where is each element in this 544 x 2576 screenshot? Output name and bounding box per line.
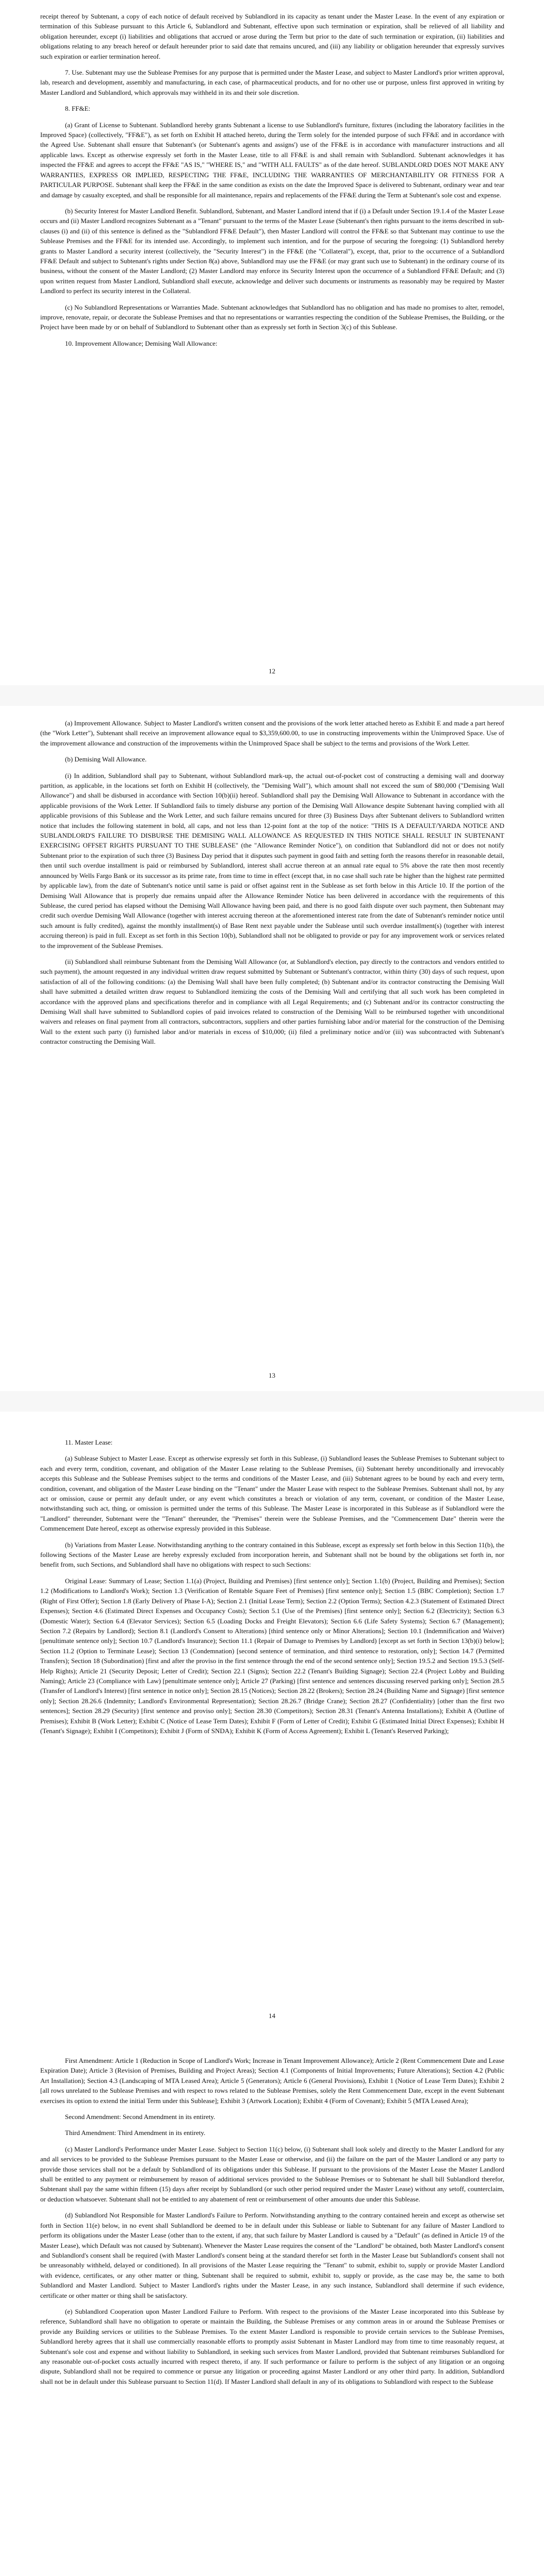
page-number: 12 <box>269 667 275 675</box>
section-11a: (a) Sublease Subject to Master Lease. Except as otherwise expressly set forth in this Sublease, (i) Sublandlord leases the Sublease Premises to Subtenant subject to each and every term, condition, covenant, and obligation of the Master Lease relating to the Sublease Premises, (ii) Subtenant hereby unconditionally and irrevocably accepts this Sublease and the Sublease Premises subject to the terms and conditions of the Master Lease, and (iii) Subtenant agrees to be bound by each and every term, condition, covenant, and obligation of the Master Lease binding on the "Tenant" under the Master Lease with respect to the Sublease Premises. Subtenant shall not, by any act or omission, cause or permit any default under, or any event which constitutes a breach or violation of any term, covenant, or condition of the Master Lease, notwithstanding such act, thing, or omission is permitted under the terms of this Sublease. The Master Lease is incorporated in this Sublease as if Sublandlord were the "Landlord" thereunder, Subtenant were the "Tenant" thereunder, the "Premises" therein were the Sublease Premises, and the "Commencement Date" therein were the Commencement Date hereof, except as otherwise expressly provided in this Sublease. <box>40 1454 504 1533</box>
section-11e: (e) Sublandlord Cooperation upon Master Landlord Failure to Perform. With respect to the provisions of the Master Lease incorporated into this Sublease by reference, Sublandlord shall have no obligation to operate or maintain the Building, the Sublease Premises or any common areas in or around the Sublease Premises or provide any Building services or utilities to the Sublease Premises. To the extent Master Landlord is responsible to provide certain services to the Sublease Premises, Sublandlord hereby agrees that it shall use commercially reasonable efforts to promptly assist Subtenant in Master Landlord may from time to time reasonably request, at Subtenant's sole cost and expense and without liability to Sublandlord, in seeking such services from Master Landlord, provided that Subtenant reimburses Sublandlord for any reasonable out-of-pocket costs actually incurred with respect thereto, if any. If such performance or failure to perform is the subject of any litigation or an ongoing dispute, Sublandlord shall not be required to commence or pursue any litigation or proceeding against Master Landlord or any other third party. In addition, Sublandlord shall not be in default under this Sublease pursuant to Section 11(d). If Master Landlord shall default in any of its obligations to Sublandlord with respect to the Sublease <box>40 2307 504 2385</box>
page-number: 14 <box>269 2012 275 2020</box>
page-gap <box>0 1391 544 1412</box>
page-number: 13 <box>269 1371 275 1379</box>
page-14 <box>0 1412 544 2576</box>
section-11d: (d) Sublandlord Not Responsible for Master Landlord's Failure to Perform. Notwithstanding anything to the contrary contained herein and except as otherwise set forth in Section 11(e) below, in no event shall Sublandlord be deemed to be in default under this Sublease or liable to Subtenant for any failure of Master Landlord to perform its obligations under the Master Lease (other than to the extent, if any, that such failure by Master Landlord is caused by a "Default" (as defined in Article 19 of the Master Lease), which Default was not caused by Subtenant). Whenever the Master Lease requires the consent of the "Landlord" be obtained, both Master Landlord's consent and Sublandlord's consent shall be required (with Master Landlord's consent being at the standard therefor set forth in the Master Lease but Sublandlord's consent shall not be unreasonably withheld, delayed or conditioned). In all provisions of the Master Lease requiring the "Tenant" to submit, exhibit to, supply or provide Master Landlord with evidence, certificates, or any other matter or thing, Subtenant shall be required to submit, exhibit to, supply or provide, as the case may be, the same to both Sublandlord and Master Landlord. Subject to Master Landlord's rights under the Master Lease, in any such instance, Sublandlord shall determine if such evidence, certificate or other matter or thing shall be satisfactory. <box>40 2211 504 2299</box>
section-10b-heading: (b) Demising Wall Allowance. <box>65 755 147 764</box>
section-11c: (c) Master Landlord's Performance under Master Lease. Subject to Section 11(c) below, (i) Subtenant shall look solely and directly to the Master Landlord for any and all services to be provided to the Sublease Premises pursuant to the Master Lease or otherwise, and (ii) the failure on the part of the Master Landlord or any party to provide those services shall not be a default by Sublandlord of its obligations under this Sublease. If pursuant to the provisions of the Master Lease the Master Landlord shall be entitled to any payment or reimbursement by reason of additional services provided to the Sublease Premises or to Subtenant he shall bill Sublandlord therefor, Subtenant shall pay the same within fifteen (15) days after receipt by Sublandlord (or such other period required under the Master Lease) without any setoff, counterclaim, or deduction whatsoever. Subtenant shall not be entitled to any abatement of rent or reimbursement of other amounts due under this Sublease. <box>40 2145 504 2203</box>
second-amendment-exclusions: Second Amendment: Second Amendment in its entirety. <box>65 2113 216 2121</box>
original-lease-exclusions: Original Lease: Summary of Lease; Section 1.1(a) (Project, Building and Premises) [first sentence only]; Section 1.1(b) (Project, Building and Premises); Section 1.2 (Modifications to Landlord's Work); Section 1.3 (Verification of Rentable Square Feet of Premises) [first sentence only]; Section 1.5 (BBC Completion); Section 1.7 (Right of First Offer); Section 1.8 (Early Delivery of Phase I-A); Section 2.1 (Initial Lease Term); Section 2.2 (Option Terms); Section 4.2.3 (Statement of Estimated Direct Expenses); Section 4.6 (Estimated Direct Expenses and Occupancy Costs); Section 5.1 (Use of the Premises) [first sentence only]; Section 6.2 (Electricity); Section 6.3 (Domestic Water); Section 6.4 (Elevator Services); Section 6.5 (Loading Docks and Freight Elevators); Section 6.6 (Life Safety Systems); Section 6.7 (Management); Section 7.2 (Repairs by Landlord); Section 8.1 (Landlord's Consent to Alterations) [third sentence only or Minor Alterations]; Section 10.1 (Indemnification and Waiver) [penultimate sentence only]; Section 10.7 (Landlord's Insurance); Section 11.1 (Repair of Damage to Premises by Landlord) [except as set forth in Section 13(b)(i) below]; Section 11.2 (Option to Terminate Lease); Section 13 (Condemnation) [second sentence of termination, and third sentence to restoration, only]; Section 14.7 (Permitted Transfers); Section 18 (Subordination) [first and after the proviso in the first sentence through the end of the second sentence only]; Section 19.5.2 and Section 19.5.3 (Self-Help Rights); Article 21 (Security Deposit; Letter of Credit); Section 22.1 (Signs); Section 22.2 (Tenant's Building Signage); Section 22.4 (Project Lobby and Building Naming); Article 23 (Compliance with Law) [penultimate sentence only]; Article 27 (Parking) [first sentence and sentences discussing reserved parking only]; Section 28.5 (Transfer of Landlord's Interest) [first sentence in notice only]; Section 28.15 (Notices); Section 28.22 (Brokers); Section 28.24 (Building Name and Signage) [first sentence only]; Section 28.26.6 (Indemnity; Landlord's Environmental Representation); Section 28.26.7 (Bridge Crane); Section 28.27 (Confidentiality) [other than the first two sentences]; Section 28.29 (Security) [first sentence and proviso only]; Section 28.30 (Competitors); Section 28.31 (Tenant's Antenna Installations); Exhibit A (Outline of Premises); Exhibit B (Work Letter); Exhibit C (Notice of Lease Term Dates); Exhibit F (Form of Letter of Credit); Exhibit G (Estimated Initial Direct Expenses); Exhibit H (Tenant's Signage); Exhibit I (Competitors); Exhibit J (Form of SNDA); Exhibit K (Form of Access Agreement); Exhibit L (Tenant's Reserved Parking); <box>40 1577 504 1735</box>
section-10b-i: (i) In addition, Sublandlord shall pay to Subtenant, without Sublandlord mark-up, the actual out-of-pocket cost of constructing a demising wall and doorway partition, as applicable, in the locations set forth on Exhibit H (collectively, the "Demising Wall"), which amount shall not exceed the sum of $80,000 ("Demising Wall Allowance") and shall be disbursed in accordance with Section 10(b)(ii) hereof. Sublandlord shall pay the Demising Wall Allowance to Subtenant in accordance with the applicable provisions of the Work Letter. If Sublandlord fails to timely disburse any portion of the Demising Wall Allowance despite Subtenant having complied with all applicable provisions of this Sublease and the Work Letter, and such failure remains uncured for three (3) Business Days after Subtenant delivers to Sublandlord written notice that includes the following statement in bold, all caps, and not less than 12-point font at the top of the notice: "THIS IS A DEFAULT/YARDA NOTICE AND SUBLANDLORD'S FAILURE TO DISBURSE THE DEMISING WALL ALLOWANCE AS REQUESTED IN THIS NOTICE SHALL RESULT IN SUBTENANT EXERCISING OFFSET RIGHTS PURSUANT TO THE SUBLEASE" (the "Allowance Reminder Notice"), on condition that Sublandlord did not or does not notify Subtenant prior to the expiration of such three (3) Business Day period that it disputes such payment in good faith and setting forth the reasons therefor in reasonable detail, then until such overdue installment is paid or reimbursed by Sublandlord, interest shall accrue thereon at an annual rate equal to 5% above the rate then most recently announced by Wells Fargo Bank or its successor as its prime rate, from time to time in effect (except that, in no case shall such rate be higher than the highest rate permitted by applicable law), from the date of Subtenant's notice until same is paid or offset against rent in the Sublease as set forth below in this Article 10. If the portion of the Demising Wall Allowance that is properly due remains unpaid after the Allowance Reminder Notice has been delivered in accordance with the requirements of this Sublease, the cured period has elapsed without the Demising Wall Allowance having been paid, and there is no good faith dispute over such payment, then Subtenant may credit such overdue Demising Wall Allowance (together with interest accruing thereon at the aforementioned interest rate from the date of Subtenant's reminder notice until such amount is fully credited), against the monthly installment(s) of Base Rent next payable under the Sublease until such overdue installment(s) (together with interest accruing thereon) is paid in full. Except as set forth in this Section 10(b), Sublandlord shall not be obligated to provide or pay for any improvement work or services related to the improvement of the Sublease Premises. <box>40 771 504 950</box>
page-13-body <box>40 718 504 1053</box>
page-14-body <box>40 1437 504 1742</box>
section-8b: (b) Security Interest for Master Landlord Benefit. Sublandlord, Subtenant, and Master Landlord intend that if (i) a Default under Section 19.1.4 of the Master Lease occurs and (ii) Master Landlord recognizes Subtenant as a "Tenant" pursuant to the terms of the Master Lease (Subtenant's then rights pursuant to the items described in sub-clauses (i) and (ii) of this sentence is defined as the "Sublandlord FF&E Default"), then Master Landlord will control the FF&E so that Subtenant may continue to use the Sublease Premises and the FF&E for its intended use. Accordingly, to implement such intention, and for the purpose of securing the foregoing: (1) Sublandlord hereby grants to Master Landlord a security interest (collectively, the "Security Interest") in the FF&E (the "Collateral"), except, that, prior to the occurrence of a Sublandlord FF&E Default and subject to Subtenant's rights under Section 8(a) above, Sublandlord may use the FF&E (or may grant such use to Subtenant) in the ordinary course of its business, without the consent of the Master Landlord; (2) Master Landlord may enforce its Security Interest upon the occurrence of a Sublandlord FF&E Default; and (3) upon written request from Master Landlord, Sublandlord shall execute, acknowledge and deliver such documents or instruments as reasonably may be required by Master Landlord to perfect its security interest in the Collateral. <box>40 207 504 295</box>
first-amendment-exclusions: First Amendment: Article 1 (Reduction in Scope of Landlord's Work; Increase in Tenant Improvement Allowance); Article 2 (Rent Commencement Date and Lease Expiration Date); Article 3 (Revision of Premises, Building and Project Areas); Section 4.1 (Components of Initial Improvements; Future Alterations); Section 4.2 (Public Art Installation); Section 4.3 (Landscaping of MTA Leased Area); Article 5 (Generators); Article 6 (General Provisions), Exhibit 1 (Notice of Lease Term Dates); Exhibit 2 [all rows unrelated to the Sublease Premises and with respect to rows related to the Sublease Premises, solely the Rent Commencement Date, except in the event Subtenant exercises its option to extend the initial Term under this Sublease]; Exhibit 3 (Artwork Location); Exhibit 4 (Form of Covenant); Exhibit 5 (MTA Leased Area); <box>40 2057 504 2105</box>
section-8a: (a) Grant of License to Subtenant. Sublandlord hereby grants Subtenant a license to use Sublandlord's furniture, fixtures (including the laboratory facilities in the Improved Space) (collectively, "FF&E"), as set forth on Exhibit H attached hereto, during the Term solely for the intended purpose of such FF&E and in accordance with the Agreed Use. Subtenant shall ensure that Subtenant's (or Subtenant's agents and assigns') use of the FF&E is in accordance with manufacturer instructions and all applicable laws. Except as otherwise expressly set forth in the Master Lease, title to all FF&E is and shall remain with Sublandlord. Subtenant acknowledges it has inspected the FF&E and agrees to accept the FF&E "AS IS," "WHERE IS," and "WITH ALL FAULTS" as of the date hereof. SUBLANDLORD DOES NOT MAKE ANY WARRANTIES, EXPRESS OR IMPLIED, RESPECTING THE FF&E, INCLUDING THE WARRANTIES OF MERCHANTABILITY OR FITNESS FOR A PARTICULAR PURPOSE. Subtenant shall keep the FF&E in the same condition as exists on the date the Improved Space is delivered to Subtenant, ordinary wear and tear and damage by casualty excepted, and shall be responsible for all maintenance, repairs and replacements of the FF&E during the Term at Subtenant's sole cost and expense. <box>40 121 504 199</box>
page-15-body <box>40 2056 504 2393</box>
section-11-heading: 11. Master Lease: <box>65 1438 113 1446</box>
paragraph: receipt thereof by Subtenant, a copy of each notice of default received by Sublandlord in its capacity as tenant under the Master Lease. In the event of any expiration or termination of this Sublease pursuant to this Article 6, Sublandlord and Subtenant, effective upon such termination or expiration, shall be relieved of all liability and obligation hereunder, except (i) liabilities and obligations that accrued or arose during the Term but prior to the date of such termination or expiration, (ii) liabilities and obligations relating to any breach hereof or default hereunder prior to said date that remains uncured, and (iii) any liability or obligation hereunder that expressly survives such expiration or earlier termination hereof. <box>40 12 504 60</box>
section-11b: (b) Variations from Master Lease. Notwithstanding anything to the contrary contained in this Sublease, except as expressly set forth below in this Section 11(b), the following Sections of the Master Lease are hereby expressly excluded from incorporation herein, and Subtenant shall not be bound by the obligations set forth in, nor benefit from, such Sections, and Sublandlord shall have no obligations with respect to such Sections: <box>40 1540 504 1569</box>
section-10-heading: 10. Improvement Allowance; Demising Wall Allowance: <box>65 339 218 347</box>
page-12 <box>0 0 544 685</box>
section-10b-ii: (ii) Sublandlord shall reimburse Subtenant from the Demising Wall Allowance (or, at Sublandlord's election, pay directly to the contractors and vendors entitled to such payment), the amount requested in any individual written draw request submitted by Subtenant or Subtenant's contractor, within thirty (30) days of such request, upon satisfaction of all of the following conditions: (a) the Demising Wall shall have been fully completed; (b) Subtenant and/or its contractor constructing the Demising Wall shall have submitted a detailed written draw request to Sublandlord itemizing the costs of the Demising Wall and certifying that all such work has been completed in accordance with the approved plans and specifications therefor and in compliance with all Legal Requirements; and (c) Subtenant and/or its contractor constructing the Demising Wall shall have submitted to Sublandlord copies of paid invoices related to construction of the Demising Wall to be reimbursed together with unconditional waivers and releases on final payment from all contractors, subcontractors, suppliers and other parties furnishing labor and/or material for the construction of the Demising Wall to the extent such party (i) furnished labor and/or materials in excess of $10,000; (ii) filed a preliminary notice and/or (iii) was subcontracted with Subtenant's contractor constructing the Demising Wall. <box>40 957 504 1046</box>
page-12-body <box>40 11 504 354</box>
section-8-heading: 8. FF&E: <box>65 105 91 113</box>
section-10a: (a) Improvement Allowance. Subject to Master Landlord's written consent and the provisions of the work letter attached hereto as Exhibit E and made a part hereof (the "Work Letter"), Subtenant shall receive an improvement allowance equal to $3,359,600.00, to use in constructing improvements within the Unimproved Space. Use of the improvement allowance and construction of the improvements within the Unimproved Space shall be subject to the terms and provisions of the Work Letter. <box>40 719 504 747</box>
section-8c: (c) No Sublandlord Representations or Warranties Made. Subtenant acknowledges that Sublandlord has no obligation and has made no promises to alter, remodel, improve, renovate, repair, or decorate the Sublease Premises and that no representations or warranties respecting the condition of the Sublease Premises, the Building, or the Project have been made by or on behalf of Sublandlord to Subtenant other than as expressly set forth in Section 3(c) of this Sublease. <box>40 303 504 331</box>
page-gap <box>0 685 544 706</box>
third-amendment-exclusions: Third Amendment: Third Amendment in its entirety. <box>65 2129 206 2137</box>
page-13 <box>0 706 544 1391</box>
section-7-use: 7. Use. Subtenant may use the Sublease Premises for any purpose that is permitted under the Master Lease, and subject to Master Landlord's prior written approval, lab, research and development, assembly and manufacturing, in each case, of pharmaceutical products, and for no other use or purpose, unless first approved in writing by Master Landlord and Sublandlord, which approvals may withheld in its and their sole discretion. <box>40 69 504 96</box>
